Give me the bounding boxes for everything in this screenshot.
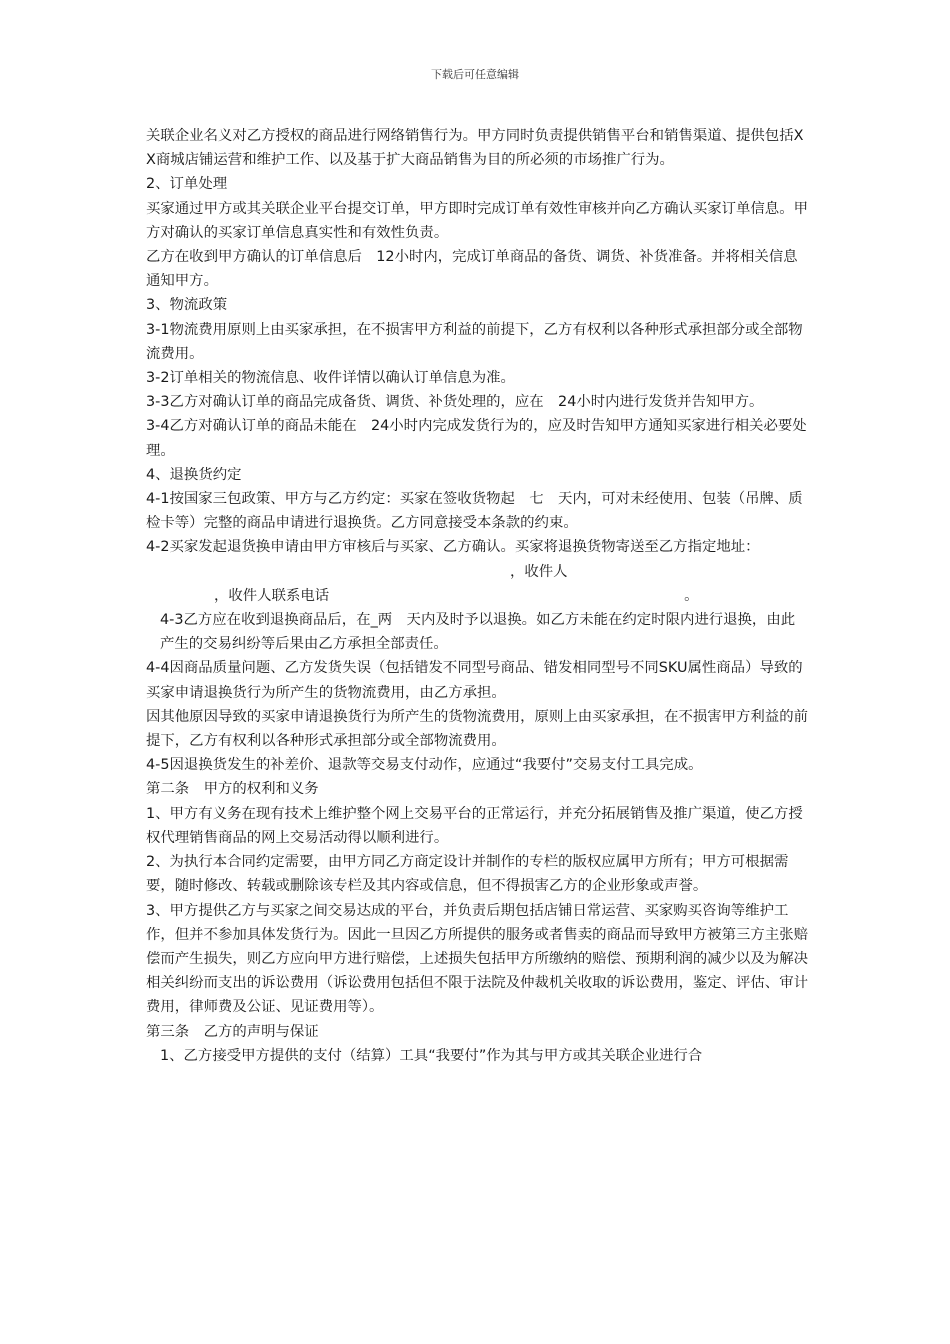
document-body [146,124,808,1068]
address-phone-label: ，收件人联系电话 [214,587,330,604]
paragraph: 3-2订单相关的物流信息、收件详情以确认订单信息为准。 [146,370,515,387]
paragraph: 3-4乙方对确认订单的商品未能在 24小时内完成发货行为的，应及时告知甲方通知买家进行相关必要处理。 [146,418,807,459]
section-heading: 4、退换货约定 [146,466,242,483]
paragraph: 3、甲方提供乙方与买家之间交易达成的平台，并负责后期包括店铺日常运营、买家购买咨询等维护工作，但并不参加具体发货行为。因此一旦因乙方所提供的服务或者售卖的商品而导致甲方被第三方主张赔偿而产生损失，则乙方应向甲方进行赔偿，上述损失包括甲方所缴纳的赔偿、预期利润的减少以及为解决相关纠纷而支出的诉讼费用（诉讼费用包括但不限于法院及仲裁机关收取的诉讼费用，鉴定、评估、审计费用，律师费及公证、见证费用等）。 [146,902,808,1016]
paragraph: 4-5因退换货发生的补差价、退款等交易支付动作，应通过“我要付”交易支付工具完成。 [146,757,703,774]
article-heading: 第三条 乙方的声明与保证 [146,1023,319,1040]
paragraph: 1、甲方有义务在现有技术上维护整个网上交易平台的正常运行，并充分拓展销售及推广渠道，使乙方授权代理销售商品的网上交易活动得以顺利进行。 [146,805,803,846]
section-heading: 2、订单处理 [146,176,228,193]
paragraph: 3-1物流费用原则上由买家承担，在不损害甲方利益的前提下，乙方有权利以各种形式承担部分或全部物流费用。 [146,321,803,362]
paragraph: 乙方在收到甲方确认的订单信息后 12小时内，完成订单商品的备货、调货、补货准备。并将相关信息通知甲方。 [146,249,798,290]
paragraph: 4-3乙方应在收到退换商品后，在_两 天内及时予以退换。如乙方未能在约定时限内进行退换，由此产生的交易纠纷等后果由乙方承担全部责任。 [160,612,796,653]
paragraph: 4-4因商品质量问题、乙方发货失误（包括错发不同型号商品、错发相同型号不同SKU属性商品）导致的买家申请退换货行为所产生的货物流费用，由乙方承担。 [146,660,803,701]
paragraph: 买家通过甲方或其关联企业平台提交订单，甲方即时完成订单有效性审核并向乙方确认买家订单信息。甲方对确认的买家订单信息真实性和有效性负责。 [146,200,808,241]
section-heading: 3、物流政策 [146,297,228,314]
paragraph: 因其他原因导致的买家申请退换货行为所产生的货物流费用，原则上由买家承担，在不损害甲方利益的前提下，乙方有权利以各种形式承担部分或全部物流费用。 [146,708,808,750]
address-phone-line [146,584,808,608]
paragraph: 2、为执行本合同约定需要，由甲方同乙方商定设计并制作的专栏的版权应属甲方所有；甲方可根据需要，随时修改、转载或删除该专栏及其内容或信息，但不得损害乙方的企业形象或声誉。 [146,854,789,895]
paragraph: 1、乙方接受甲方提供的支付（结算）工具“我要付”作为其与甲方或其关联企业进行合 [160,1047,703,1064]
page-header: 下载后可任意编辑 [431,68,519,81]
paragraph: 3-3乙方对确认订单的商品完成备货、调货、补货处理的，应在 24小时内进行发货并告知甲方。 [146,394,764,411]
paragraph: 关联企业名义对乙方授权的商品进行网络销售行为。甲方同时负责提供销售平台和销售渠道、提供包括XX商城店铺运营和维护工作、以及基于扩大商品销售为目的所必须的市场推广行为。 [146,128,804,169]
paragraph: 4-1按国家三包政策、甲方与乙方约定：买家在签收货物起 七 天内，可对未经使用、包装（吊牌、质检卡等）完整的商品申请进行退换货。乙方同意接受本条款的约束。 [146,491,803,532]
address-phone-end: 。 [684,587,699,604]
address-recipient-line: ，收件人 [510,563,568,580]
article-heading: 第二条 甲方的权利和义务 [146,781,319,798]
paragraph: 4-2买家发起退货换申请由甲方审核后与买家、乙方确认。买家将退换货物寄送至乙方指定地址： [146,539,760,556]
